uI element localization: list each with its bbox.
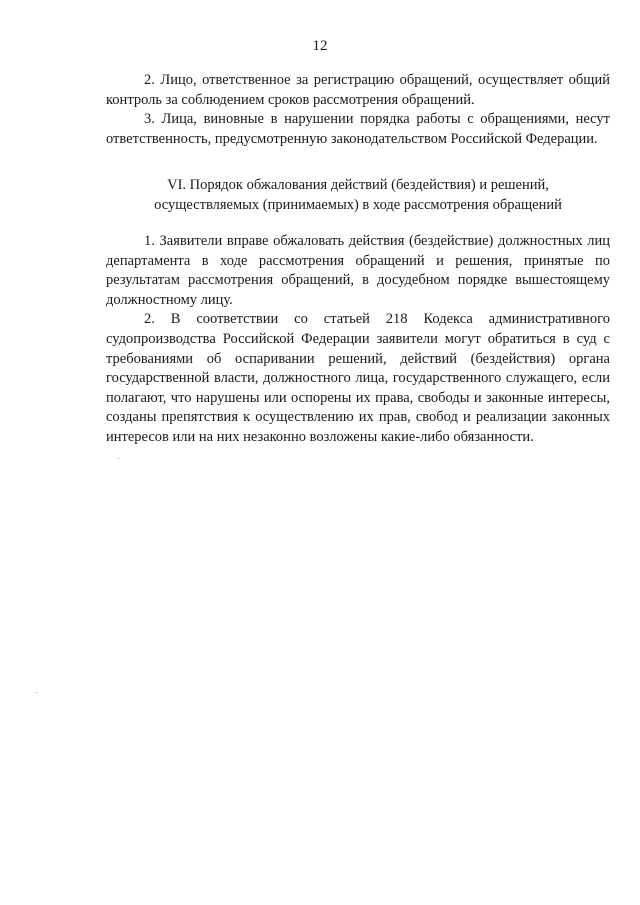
paragraph-2-registration-control: 2. Лицо, ответственное за регистрацию обращений, осуществляет общий контроль за соблюдением сроков рассмотрения обращений. <box>106 72 610 108</box>
responsibility-paragraphs <box>106 71 610 149</box>
paragraph-1-appeal-right: 1. Заявители вправе обжаловать действия (бездействие) должностных лиц департамента в ходе рассмотрения обращений и решения, принятые по результатам рассмотрения обращений, в досудебном порядке вышестоящему должностному лицу. <box>106 233 610 308</box>
section-title-vi <box>106 176 610 215</box>
section-title-line-2: осуществляемых (принимаемых) в ходе рассмотрения обращений <box>154 196 562 213</box>
paragraph-3-liability: 3. Лица, виновные в нарушении порядка работы с обращениями, несут ответственность, предусмотренную законодательством Российской Федерации. <box>106 111 610 147</box>
scan-speck <box>118 458 119 459</box>
paragraph-2-court-appeal: 2. В соответствии со статьей 218 Кодекса административного судопроизводства Российской Федерации заявители могут обратиться в суд с требованиями об оспаривании решений, действий (бездействия) органа государственной власти, должностного лица, государственного служащего, если полагают, что нарушены или оспорены их права, свободы и законные интересы, созданы препятствия к осуществлению их прав, свобод и реализации законных интересов или на них незаконно возложены какие-либо обязанности. <box>106 311 610 445</box>
section-title-line-1: VI. Порядок обжалования действий (бездействия) и решений, <box>167 177 549 193</box>
appeal-paragraphs <box>106 232 610 448</box>
page-number: 12 <box>312 38 328 54</box>
scan-speck <box>36 692 37 693</box>
